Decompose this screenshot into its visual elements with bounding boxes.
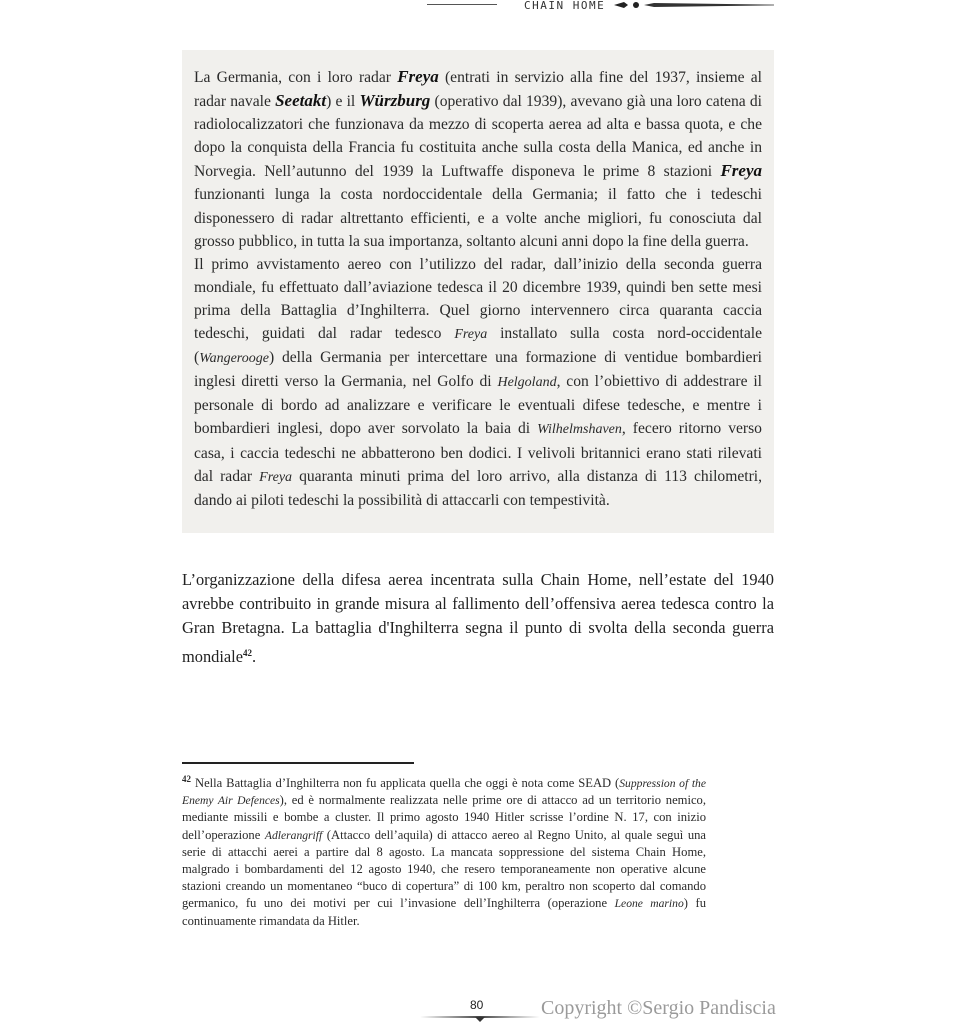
- boxed-paragraph-2: [194, 253, 762, 512]
- main-paragraph-text: L’organizzazione della difesa aerea incentrata sulla Chain Home, nell’estate del 1940 avrebbe contribuito in grande misura al fallimento dell’offensiva aerea tedesca contro la Gran Bretagna. La battaglia d'Inghilterra segna il punto di svolta della seconda guerra mondiale: [182, 570, 774, 666]
- emphasized-term: Adlerangriff: [264, 828, 323, 842]
- emphasized-term: Seetakt: [275, 91, 327, 111]
- text-run: funzionanti lunga la costa nordoccidentale della Germania; il fatto che i tedeschi disponessero di radar altrettanto efficienti, e a volte anche migliori, fu conosciuta dal grosso pubblico, in tutta la sua importanza, soltanto alcuni anni dopo la fine della guerra.: [194, 186, 762, 250]
- footnote: [182, 771, 706, 930]
- text-run: ) fu continuamente rimandata da Hitler.: [182, 896, 706, 928]
- footer-ornament-icon: [420, 1015, 540, 1023]
- emphasized-term: Leone marino: [614, 897, 684, 911]
- page-number: 80: [470, 998, 484, 1012]
- footnote-number: 42: [182, 774, 191, 784]
- emphasized-term: Helgoland: [497, 375, 557, 391]
- text-run: Il primo avvistamento aereo con l’utilizzo del radar, dall’inizio della seconda guerra mondiale, fu effettuato dall’aviazione tedesca il 20 dicembre 1939, quindi ben sette mesi prima della Battaglia d’Inghilterra. Quel giorno intervennero circa quaranta caccia tedeschi, guidati dal radar tedesco: [194, 255, 762, 343]
- text-run: (entrati in servizio alla fine del 1937, insieme al radar navale: [194, 69, 762, 111]
- emphasized-term: Wilhelmshaven: [537, 422, 622, 438]
- text-run: Nella Battaglia d’Inghilterra non fu applicata quella che oggi è nota come SEAD (: [195, 776, 620, 790]
- text-run: , con l’obiettivo di addestrare il personale di bordo ad analizzare e verificare le eventuali difese tedesche, e mentre i bombardieri inglesi, dopo aver sorvolato la baia di: [194, 373, 762, 438]
- boxed-paragraph-1: [194, 65, 762, 253]
- emphasized-term: Würzburg: [359, 91, 431, 111]
- text-run: quaranta minuti prima del loro arrivo, alla distanza di 113 chilometri, dando ai piloti tedeschi la possibilità di attaccarli con tempestività.: [194, 467, 762, 509]
- text-run: ) e il: [326, 93, 360, 111]
- footnote-reference[interactable]: 42: [243, 647, 252, 658]
- text-run: (operativo dal 1939), avevano già una loro catena di radiolocalizzatori che funzionava da mezzo di scoperta aerea ad alta e bassa quota, e che dopo la conquista della Francia fu costituita anche sulla costa della Manica, ed anche in Norvegia. Nell’autunno del 1939 la Luftwaffe disponeva le prime 8 stazioni: [194, 93, 762, 181]
- text-run: La Germania, con i loro radar: [194, 69, 398, 86]
- emphasized-term: Freya: [720, 161, 762, 181]
- text-run: ) della Germania per intercettare una formazione di ventidue bombardieri inglesi diretti verso la Germania, nel Golfo di: [194, 349, 762, 391]
- emphasized-term: Freya: [259, 469, 293, 485]
- footnote-separator: [182, 762, 414, 764]
- text-run: (Attacco dell’aquila) di attacco aereo al Regno Unito, al quale seguì una serie di attacchi aerei a partire dal 8 agosto. La mancata soppressione del sistema Chain Home, malgrado i bombardamenti del 12 agosto 1940, che resero temporaneamente non operative alcune stazioni creando un momentaneo “buco di copertura” di 100 km, peraltro non scoperto dal comando germanico, fu uno dei motivi per cui l’invasione dell’Inghilterra (operazione: [182, 827, 706, 911]
- emphasized-term: Wangerooge: [199, 351, 269, 367]
- text-run: , fecero ritorno verso casa, i caccia tedeschi ne abbatterono ben dodici. I velivoli britannici erano stati rilevati dal radar: [194, 420, 762, 485]
- copyright-notice: Copyright ©Sergio Pandiscia: [541, 997, 776, 1019]
- emphasized-term: Suppression of the Enemy Air Defences: [182, 777, 706, 808]
- header-rule: [427, 4, 497, 5]
- main-paragraph-end: .: [252, 646, 257, 666]
- main-paragraph: [182, 568, 774, 669]
- running-title: CHAIN HOME: [524, 0, 606, 12]
- text-run: installato sulla costa nord-occidentale (: [194, 325, 763, 367]
- header-ornament-icon: [614, 0, 774, 10]
- emphasized-term: Freya: [454, 327, 488, 343]
- boxed-section: [194, 65, 762, 512]
- footnote-body: [182, 776, 706, 928]
- text-run: ), ed è normalmente realizzata nelle prime ore di attacco ad un territorio nemico, mediante missili e bombe a cluster. Il primo agosto 1940 Hitler scrisse l’ordine N. 17, con inizio dell’operazione: [182, 793, 706, 842]
- emphasized-term: Freya: [397, 67, 439, 86]
